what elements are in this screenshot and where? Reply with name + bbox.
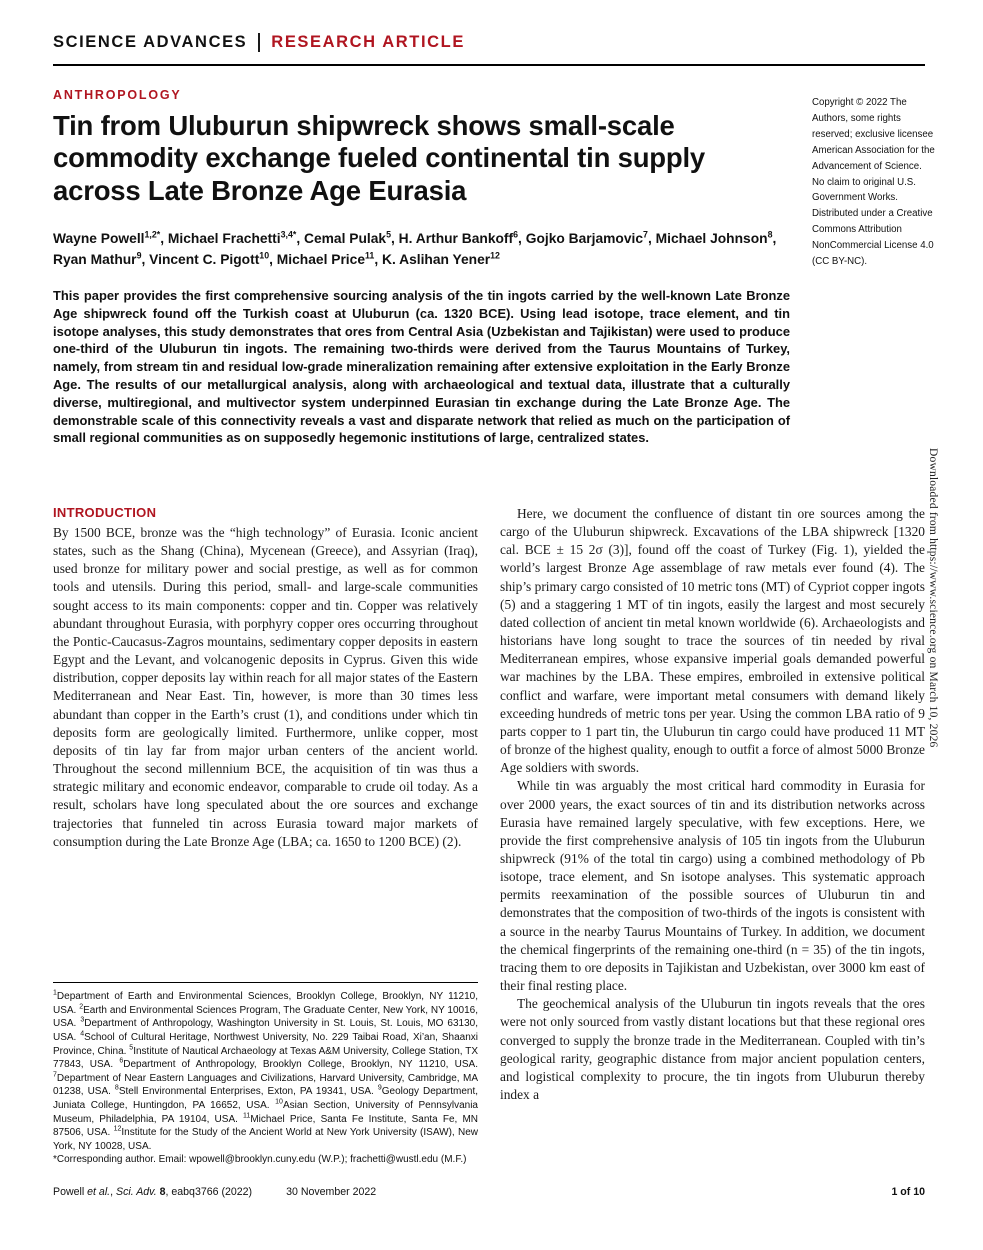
author-name: Michael Price$^{11}$, <box>276 250 383 267</box>
footer-left <box>53 1186 376 1198</box>
author-name: Michael Frachetti$^{3,4*}$, <box>167 229 304 246</box>
author-name: K. Aslihan Yener$^{12}$ <box>382 250 500 267</box>
body-text <box>500 505 925 1104</box>
download-provenance-note: Downloaded from https://www.science.org on March 10, 2026 <box>927 448 939 748</box>
right-column <box>500 505 925 1167</box>
author-name: Wayne Powell$^{1,2*}$, <box>53 229 168 246</box>
article-type-label: RESEARCH ARTICLE <box>271 33 465 51</box>
author-name: Cemal Pulak$^5$, <box>304 229 399 246</box>
abstract: This paper provides the first comprehensive sourcing analysis of the tin ingots carried by the well-known Late Bronze Age shipwreck found off the Turkish coast at Uluburun (ca. 1320 BCE). Using lead isotope, trace element, and tin isotope analyses, this study demonstrates that ores from Central Asia (Uzbekistan and Tajikistan) were used to produce one-third of the Uluburun tin ingots. The remaining two-thirds were derived from the Taurus Mountains of Turkey, namely, from stream tin and residual low-grade mineralization remaining after extensive exploitation in the Early Bronze Age. The results of our metallurgical analysis, along with archaeological and textual data, illustrate that a culturally diverse, multiregional, and multivector system underpinned Eurasian tin exchange during the Late Bronze Age. The demonstrable scale of this connectivity reveals a vast and disparate network that relied as much on the participation of small regional communities as on supposedly hegemonic institutions of large, centralized states. <box>53 288 790 446</box>
page-footer <box>53 1186 925 1198</box>
masthead-rule <box>53 64 925 66</box>
footnote-block <box>53 982 478 1167</box>
body-paragraph: While tin was arguably the most critical hard commodity in Eurasia for over 2000 years, the exact sources of tin and its distribution networks across Eurasia have remained largely speculative, with few exceptions. Here, we provide the first comprehensive analysis of 105 tin ingots from the Uluburun shipwreck (91% of the total tin cargo) using a combined methodology of Pb isotope, trace element, and Sn isotope analyses. This systematic approach permits reexamination of the possible sources of Uluburun tin and demonstrates that the composition of two-thirds of the ingots is consistent with a source in the nearby Taurus Mountains of Turkey. In addition, we document the chemical fingerprints of the remaining one-third (n = 35) of the tin ingots, tracing them to ore deposits in Tajikistan and Uzbekistan, over 3000 km east of their final resting place. <box>500 778 925 994</box>
journal-name: SCIENCE ADVANCES <box>53 33 248 51</box>
author-name: Gojko Barjamovic$^7$, <box>525 229 656 246</box>
author-name: Michael Johnson$^8$, <box>655 229 777 246</box>
section-label: ANTHROPOLOGY <box>53 88 182 102</box>
body-paragraph: Here, we document the confluence of distant tin ore sources among the cargo of the Uluburun shipwreck. Excavations of the LBA shipwreck [1320 cal. BCE ± 15 2σ (3)], found off the coast of Turkey (Fig. 1), yielded the world’s largest Bronze Age assemblage of raw metals ever found (4). The ship’s primary cargo consisted of 10 metric tons (MT) of Cypriot copper ingots (5) and a staggering 1 MT of tin ingots, easily the largest and most securely dated collection of ancient tin metal known worldwide (6). Archaeologists and historians have long sought to trace the sources of tin needed by rival Mediterranean empires, whose expansive imperial goals demanded powerful war machines by the LBA. These empires, embroiled in extensive political conflict and warfare, were important metal consumers with demand likely exceeding hundreds of metric tons per year. Using the common LBA ratio of 9 parts copper to 1 part tin, the Uluburun tin cargo could have produced 11 MT of bronze of the highest quality, enough to outfit a force of almost 5000 Bronze Age soldiers with swords. <box>500 506 925 776</box>
copyright-notice: Copyright © 2022 The Authors, some rights reserved; exclusive licensee American Association for the Advancement of Science. No claim to original U.S. Government Works. Distributed under a Creative Commons Attribution NonCommercial License 4.0 (CC BY-NC). <box>812 97 935 268</box>
masthead-divider <box>258 33 260 52</box>
page-number: 1 of 10 <box>891 1186 925 1198</box>
intro-heading: INTRODUCTION <box>53 505 157 520</box>
footer-date: 30 November 2022 <box>286 1186 377 1198</box>
intro-text <box>53 524 478 851</box>
body-columns <box>53 505 925 1167</box>
masthead <box>53 33 465 52</box>
author-name: Vincent C. Pigott$^{10}$, <box>149 250 277 267</box>
author-list <box>53 229 777 270</box>
affiliation-footnotes: $^1$Department of Earth and Environmental Sciences, Brooklyn College, Brooklyn, NY 11210, USA. $^2$Earth and Environmental Sciences Program, The Graduate Center, New York, NY 10016, USA. $^3$Department of Anthropology, Washington University in St. Louis, St. Louis, MO 63130, USA. $^4$School of Cultural Heritage, Northwest University, No. 229 Taibai Road, Xi’an, Shaanxi Province, China. $^5$Institute of Nautical Archaeology at Texas A&M University, College Station, TX 77843, USA. $^6$Department of Anthropology, Brooklyn College, Brooklyn, NY 11210, USA. $^7$Department of Near Eastern Languages and Civilizations, Harvard University, Cambridge, MA 01238, USA. $^8$Stell Environmental Enterprises, Exton, PA 19341, USA. $^9$Geology Department, Juniata College, Huntingdon, PA 16652, USA. $^{10}$Asian Section, University of Pennsylvania Museum, Philadelphia, PA 19104, USA. $^{11}$Michael Price, Santa Fe Institute, Santa Fe, MN 87506, USA. $^{12}$Institute for the Study of the Ancient World at New York University (ISAW), New York, NY 10028, USA. <box>53 989 479 1152</box>
article-title: Tin from Uluburun shipwreck shows small-scale commodity exchange fueled continental tin supply across Late Bronze Age Eurasia <box>53 110 706 206</box>
corresponding-author-note: *Corresponding author. Email: wpowell@brooklyn.cuny.edu (W.P.); frachetti@wustl.edu (M.F.) <box>53 1154 467 1166</box>
body-paragraph: By 1500 BCE, bronze was the “high technology” of Eurasia. Iconic ancient states, such as the Shang (China), Mycenean (Greece), and Assyrian (Iraq), used bronze for military power and social prestige, as well as for common tools and utensils. During this period, small- and large-scale communities sought access to its main components: copper and tin. Copper was relatively abundant throughout Eurasia, with porphyry copper ores occurring throughout the Pontic-Caucasus-Zagros mountains, sedimentary copper deposits in eastern Egypt and the Levant, and volcanogenic deposits in Cyprus. Given this wide distribution, copper deposits lay within reach for all major states of the Eastern Mediterranean and Near East. Tin, however, is more than 30 times less abundant than copper in the Earth’s crust (1), and conditions under which tin deposits form are geologically limited. Furthermore, unlike copper, most deposits of tin lay far from major urban centers of the ancient world. Throughout the second millennium BCE, the acquisition of tin was thus a strategic military and economic endeavor, comparable to crude oil today. As a result, scholars have long speculated about the ore sources and exchange trajectories that funneled tin across Eurasia toward major markets of consumption during the Late Bronze Age (LBA; ca. 1650 to 1200 BCE) (2). <box>53 525 478 849</box>
author-name: H. Arthur Bankoff$^6$, <box>398 229 526 246</box>
author-name: Ryan Mathur$^9$, <box>53 250 150 267</box>
footer-citation: Powell et al., Sci. Adv. 8, eabq3766 (2022) <box>53 1186 253 1198</box>
left-column <box>53 505 478 1167</box>
body-paragraph: The geochemical analysis of the Uluburun tin ingots reveals that the ores were not only sourced from vastly distant locations but that these regional ores converged to supply the bronze trade in the Mediterranean. Coupled with tin’s geological rarity, geographic distance from major ancient population centers, and logistical complexity to procure, the tin ingots from Uluburun thereby index a <box>500 996 925 1102</box>
